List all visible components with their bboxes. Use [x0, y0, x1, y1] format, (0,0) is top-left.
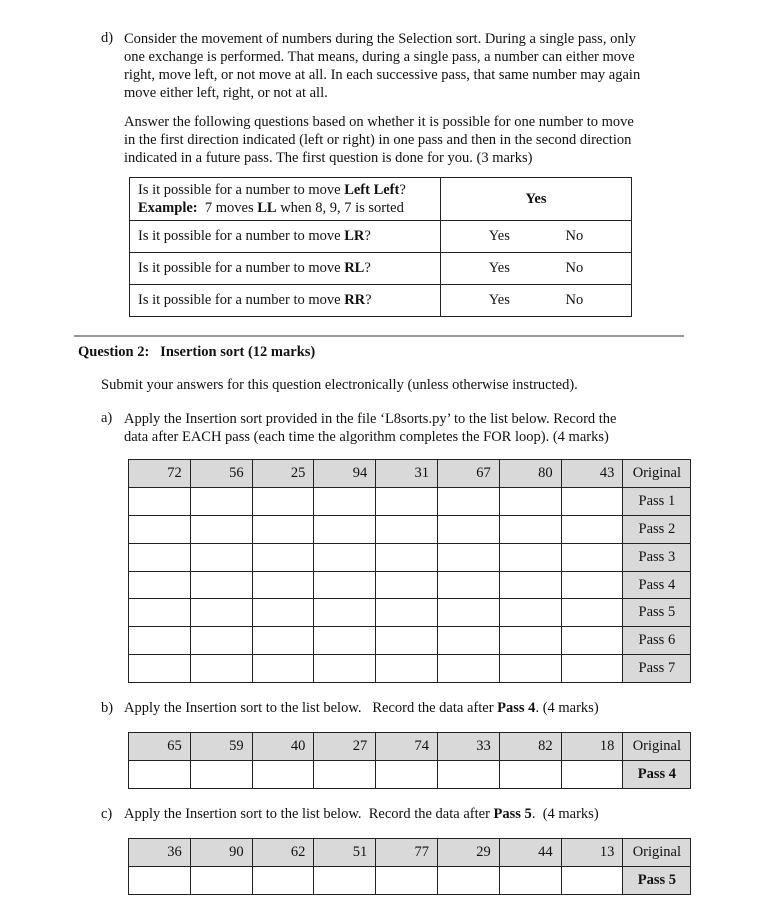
answer-cell[interactable] — [561, 599, 623, 627]
pass-label: Pass 3 — [623, 543, 691, 571]
answer-cell[interactable] — [190, 866, 252, 894]
answer-cell[interactable] — [129, 487, 191, 515]
original-value: 59 — [190, 733, 252, 761]
original-label: Original — [623, 839, 691, 867]
pass-row — [129, 543, 691, 571]
answer-cell[interactable] — [376, 760, 438, 788]
answer-cell[interactable] — [499, 599, 561, 627]
answer-cell[interactable] — [129, 571, 191, 599]
original-value: 62 — [252, 839, 314, 867]
answer-cell[interactable] — [314, 866, 376, 894]
insertion-grid-c — [128, 838, 691, 895]
answer-cell[interactable] — [190, 599, 252, 627]
answer-cell[interactable] — [499, 571, 561, 599]
original-value: 40 — [252, 733, 314, 761]
original-value: 18 — [561, 733, 623, 761]
original-value: 25 — [252, 460, 314, 488]
answer-cell[interactable] — [129, 599, 191, 627]
answer-cell[interactable] — [499, 760, 561, 788]
original-label: Original — [623, 460, 691, 488]
answer-cell[interactable] — [252, 487, 314, 515]
answer-cell[interactable] — [376, 515, 438, 543]
answer-cell[interactable] — [376, 655, 438, 683]
example-row — [130, 178, 632, 221]
pass-label: Pass 5 — [623, 866, 691, 894]
answer-cell[interactable] — [314, 487, 376, 515]
pass-label: Pass 4 — [623, 571, 691, 599]
answer-cell[interactable] — [314, 655, 376, 683]
answer-cell[interactable] — [314, 627, 376, 655]
original-value: 77 — [376, 839, 438, 867]
original-value: 33 — [437, 733, 499, 761]
answer-cell[interactable] — [252, 655, 314, 683]
original-value: 67 — [437, 460, 499, 488]
answer-cell[interactable] — [437, 487, 499, 515]
original-value: 94 — [314, 460, 376, 488]
pass-row — [129, 599, 691, 627]
answer-yes-option[interactable]: Yes — [488, 292, 510, 308]
answer-cell[interactable] — [561, 760, 623, 788]
answer-no-option[interactable]: No — [565, 292, 584, 308]
answer-cell[interactable] — [190, 543, 252, 571]
answer-cell[interactable] — [561, 515, 623, 543]
example-answer: Yes — [441, 178, 632, 221]
answer-cell[interactable] — [561, 866, 623, 894]
answer-yes-option[interactable]: Yes — [488, 228, 510, 244]
answer-cell[interactable] — [190, 760, 252, 788]
insertion-grid-a — [128, 459, 691, 683]
part-a-marker: a) — [101, 410, 113, 426]
original-value: 31 — [376, 460, 438, 488]
section-divider — [74, 335, 684, 337]
answer-cell[interactable] — [437, 515, 499, 543]
original-value: 51 — [314, 839, 376, 867]
part-c-marker: c) — [101, 806, 113, 822]
answer-cell[interactable] — [314, 543, 376, 571]
original-value: 13 — [561, 839, 623, 867]
selection-question-row — [130, 285, 632, 317]
answer-cell[interactable] — [376, 866, 438, 894]
pass-label: Pass 1 — [623, 487, 691, 515]
original-row — [129, 460, 691, 488]
answer-cell[interactable] — [437, 760, 499, 788]
answer-cell[interactable] — [499, 655, 561, 683]
answer-cell[interactable] — [252, 571, 314, 599]
pass-label: Pass 4 — [623, 760, 691, 788]
original-value: 82 — [499, 733, 561, 761]
part-b-text: Apply the Insertion sort to the list below. Record the data after Pass 4. (4 marks) — [124, 700, 599, 716]
original-value: 56 — [190, 460, 252, 488]
answer-cell[interactable] — [376, 627, 438, 655]
original-value: 29 — [437, 839, 499, 867]
answer-no-option[interactable]: No — [565, 228, 584, 244]
original-value: 72 — [129, 460, 191, 488]
answer-cell[interactable] — [437, 571, 499, 599]
part-a-text: Apply the Insertion sort provided in the file ‘L8sorts.py’ to the list below. Record the data after EACH pass (each time the algorithm completes the FOR loop). (4 marks) — [124, 411, 617, 445]
answer-cell[interactable] — [437, 599, 499, 627]
pass-row — [129, 866, 691, 894]
pass-row — [129, 487, 691, 515]
part-b-marker: b) — [101, 700, 114, 716]
original-row — [129, 733, 691, 761]
answer-cell[interactable] — [561, 487, 623, 515]
answer-cell[interactable] — [437, 543, 499, 571]
part-c-text: Apply the Insertion sort to the list below. Record the data after Pass 5. (4 marks) — [124, 806, 599, 822]
answer-cell[interactable] — [499, 627, 561, 655]
original-value: 44 — [499, 839, 561, 867]
answer-no-option[interactable]: No — [565, 260, 584, 276]
answer-cell[interactable] — [437, 627, 499, 655]
answer-cell[interactable] — [314, 571, 376, 599]
answer-cell[interactable] — [252, 760, 314, 788]
example-question-cell: Is it possible for a number to move Left Left? Example: 7 moves LL when 8, 9, 7 is sorted — [130, 178, 441, 221]
question-rl: Is it possible for a number to move RL? — [130, 253, 441, 285]
pass-row — [129, 760, 691, 788]
answer-cell[interactable] — [129, 866, 191, 894]
answer-cell[interactable] — [437, 866, 499, 894]
submit-note: Submit your answers for this question electronically (unless otherwise instructed). — [101, 377, 578, 393]
original-value: 65 — [129, 733, 191, 761]
original-label: Original — [623, 733, 691, 761]
answer-cell[interactable] — [252, 599, 314, 627]
pass-row — [129, 655, 691, 683]
answer-cell[interactable] — [190, 515, 252, 543]
answer-cell[interactable] — [190, 627, 252, 655]
selection-question-row — [130, 221, 632, 253]
part-d-marker: d) — [101, 30, 114, 46]
answer-cell[interactable] — [314, 760, 376, 788]
answer-cell[interactable] — [376, 599, 438, 627]
answer-cell[interactable] — [129, 515, 191, 543]
pass-label: Pass 7 — [623, 655, 691, 683]
answer-cell[interactable] — [376, 543, 438, 571]
selection-question-row — [130, 253, 632, 285]
part-d-paragraph-1: Consider the movement of numbers during the Selection sort. During a single pass, only one exchange is performed. That means, during a single pass, a number can either move right, move left, or not move at all. In each successive pass, that same number may again move either left, right, or not at all. — [124, 31, 641, 101]
answer-cell[interactable] — [129, 760, 191, 788]
answer-cell[interactable] — [376, 571, 438, 599]
original-value: 43 — [561, 460, 623, 488]
part-d-paragraph-2: Answer the following questions based on whether it is possible for one number to move in the first direction indicated (left or right) in one pass and then in the second direction indicated in a future pass. The first question is done for you. (3 marks) — [124, 114, 634, 166]
answer-cell[interactable] — [190, 655, 252, 683]
answer-cell[interactable] — [499, 866, 561, 894]
answer-cell[interactable] — [499, 543, 561, 571]
answer-cell[interactable] — [561, 571, 623, 599]
answer-cell[interactable] — [561, 543, 623, 571]
answer-cell[interactable] — [190, 571, 252, 599]
answer-cell[interactable] — [376, 487, 438, 515]
answer-cell[interactable] — [129, 627, 191, 655]
pass-row — [129, 627, 691, 655]
answer-cell[interactable] — [561, 627, 623, 655]
answer-cell[interactable] — [499, 515, 561, 543]
pass-label: Pass 5 — [623, 599, 691, 627]
answer-cell[interactable] — [314, 599, 376, 627]
question-lr: Is it possible for a number to move LR? — [130, 221, 441, 253]
answer-cell[interactable] — [252, 866, 314, 894]
question-2-heading: Question 2: Insertion sort (12 marks) — [78, 344, 316, 360]
original-value: 36 — [129, 839, 191, 867]
pass-label: Pass 2 — [623, 515, 691, 543]
original-value: 74 — [376, 733, 438, 761]
answer-cell[interactable] — [499, 487, 561, 515]
original-value: 27 — [314, 733, 376, 761]
answer-cell[interactable] — [129, 655, 191, 683]
question-rr: Is it possible for a number to move RR? — [130, 285, 441, 317]
pass-row — [129, 571, 691, 599]
pass-label: Pass 6 — [623, 627, 691, 655]
answer-cell[interactable] — [252, 543, 314, 571]
answer-cell[interactable] — [314, 515, 376, 543]
selection-sort-table — [129, 177, 632, 317]
answer-cell[interactable] — [129, 543, 191, 571]
original-row — [129, 839, 691, 867]
original-value: 80 — [499, 460, 561, 488]
answer-cell[interactable] — [252, 627, 314, 655]
answer-yes-option[interactable]: Yes — [488, 260, 510, 276]
insertion-grid-b — [128, 732, 691, 789]
answer-cell[interactable] — [561, 655, 623, 683]
original-value: 90 — [190, 839, 252, 867]
pass-row — [129, 515, 691, 543]
answer-cell[interactable] — [190, 487, 252, 515]
answer-cell[interactable] — [437, 655, 499, 683]
answer-cell[interactable] — [252, 515, 314, 543]
